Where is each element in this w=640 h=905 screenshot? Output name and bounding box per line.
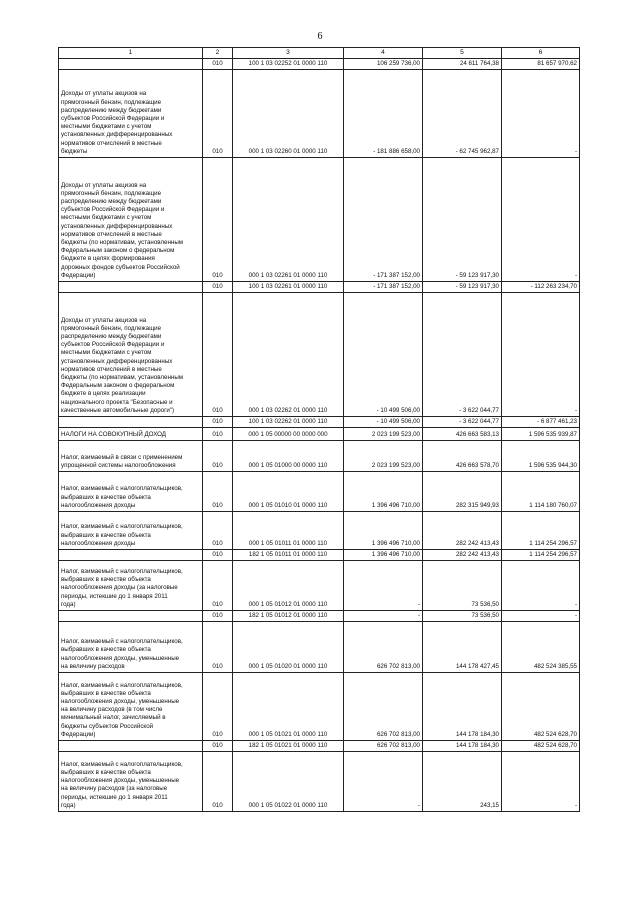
column-header: 2 (203, 48, 233, 59)
column-header: 3 (233, 48, 344, 59)
budget-classification-code: 000 1 05 01011 01 0000 110 (233, 512, 344, 550)
budget-classification-code: 000 1 05 01000 00 0000 110 (233, 441, 344, 472)
executed-amount: - 59 123 917,30 (423, 158, 502, 282)
unexecuted-amount: 1 114 180 760,07 (502, 472, 580, 512)
executed-amount: 24 611 764,38 (423, 59, 502, 70)
budget-classification-code: 000 1 05 01020 01 0000 110 (233, 622, 344, 673)
unexecuted-amount: - (502, 158, 580, 282)
unexecuted-amount: 482 524 385,55 (502, 622, 580, 673)
executed-amount: 426 663 583,13 (423, 428, 502, 441)
unexecuted-amount: - 112 263 234,70 (502, 282, 580, 293)
approved-amount: 1 396 496 710,00 (344, 512, 423, 550)
table-row (59, 752, 580, 812)
table-row (59, 611, 580, 622)
table-row (59, 673, 580, 741)
table-row (59, 561, 580, 611)
budget-classification-code: 100 1 03 02252 01 0000 110 (233, 59, 344, 70)
unexecuted-amount: 81 657 970,62 (502, 59, 580, 70)
unexecuted-amount: - 6 877 461,23 (502, 417, 580, 428)
approved-amount: - 10 499 506,00 (344, 293, 423, 417)
table-row (59, 472, 580, 512)
budget-classification-code: 000 1 05 01022 01 0000 110 (233, 752, 344, 812)
line-code: 010 (203, 441, 233, 472)
unexecuted-amount: 482 524 628,70 (502, 673, 580, 741)
approved-amount: - (344, 611, 423, 622)
table-row (59, 428, 580, 441)
unexecuted-amount: 1 114 254 296,57 (502, 550, 580, 561)
column-header: 5 (423, 48, 502, 59)
unexecuted-amount: - (502, 293, 580, 417)
table-row (59, 441, 580, 472)
line-code: 010 (203, 472, 233, 512)
approved-amount: 1 396 496 710,00 (344, 550, 423, 561)
executed-amount: 426 663 578,70 (423, 441, 502, 472)
approved-amount: - (344, 561, 423, 611)
unexecuted-amount: - (502, 611, 580, 622)
executed-amount: - 59 123 917,30 (423, 282, 502, 293)
budget-classification-code: 182 1 05 01021 01 0000 110 (233, 741, 344, 752)
row-description: Доходы от уплаты акцизов на прямогонный бензин, подлежащие распределению между бюджетами субъектов Российской Федерации и местными бюджетами с учетом установленных дифференцированных нормативов отчислений в местные бюджеты (59, 70, 203, 158)
executed-amount: 243,15 (423, 752, 502, 812)
budget-classification-code: 000 1 03 02260 01 0000 110 (233, 70, 344, 158)
row-description: Налог, взимаемый с налогоплательщиков, выбравших в качестве объекта налогообложения доходы (59, 512, 203, 550)
approved-amount: - 181 886 658,00 (344, 70, 423, 158)
unexecuted-amount: 1 114 254 296,57 (502, 512, 580, 550)
executed-amount: 282 242 413,43 (423, 512, 502, 550)
line-code: 010 (203, 59, 233, 70)
line-code: 010 (203, 752, 233, 812)
budget-classification-code: 100 1 03 02261 01 0000 110 (233, 282, 344, 293)
executed-amount: 73 536,50 (423, 561, 502, 611)
line-code: 010 (203, 741, 233, 752)
column-header: 4 (344, 48, 423, 59)
unexecuted-amount: - (502, 752, 580, 812)
line-code: 010 (203, 622, 233, 673)
row-description: Налог, взимаемый с налогоплательщиков, выбравших в качестве объекта налогообложения доходы, уменьшенные на величину расходов (в том числе минимальный налог, зачисляемый в бюджеты субъектов Российской Федерации) (59, 673, 203, 741)
line-code: 010 (203, 550, 233, 561)
line-code: 010 (203, 673, 233, 741)
table-row (59, 417, 580, 428)
table-row (59, 293, 580, 417)
row-description (59, 550, 203, 561)
line-code: 010 (203, 561, 233, 611)
executed-amount: 282 315 949,93 (423, 472, 502, 512)
budget-classification-code: 000 1 05 01012 01 0000 110 (233, 561, 344, 611)
unexecuted-amount: - (502, 561, 580, 611)
executed-amount: - 3 622 044,77 (423, 417, 502, 428)
line-code: 010 (203, 512, 233, 550)
page-number: 6 (317, 31, 323, 42)
budget-table (58, 47, 580, 812)
executed-amount: 282 242 413,43 (423, 550, 502, 561)
row-description: Доходы от уплаты акцизов на прямогонный бензин, подлежащие распределению между бюджетами субъектов Российской Федерации и местными бюджетами с учетом установленных дифференцированных нормативов отчислений в местные бюджеты (по нормативам, установленным Федеральным законом о федеральном бюджете в целях реализации национального проекта "Безопасные и качественные автомобильные дороги") (59, 293, 203, 417)
approved-amount: - 171 387 152,00 (344, 158, 423, 282)
table-row (59, 550, 580, 561)
executed-amount: 144 178 184,30 (423, 741, 502, 752)
row-description: Доходы от уплаты акцизов на прямогонный бензин, подлежащие распределению между бюджетами субъектов Российской Федерации и местными бюджетами с учетом установленных дифференцированных нормативов отчислений в местные бюджеты (по нормативам, установленным Федеральным законом о федеральном бюджете в целях формирования дорожных фондов субъектов Российской Федерации) (59, 158, 203, 282)
table-row (59, 59, 580, 70)
approved-amount: 106 259 736,00 (344, 59, 423, 70)
approved-amount: 626 702 813,00 (344, 622, 423, 673)
column-header: 1 (59, 48, 203, 59)
line-code: 010 (203, 293, 233, 417)
budget-classification-code: 100 1 03 02262 01 0000 110 (233, 417, 344, 428)
line-code: 010 (203, 611, 233, 622)
row-description (59, 611, 203, 622)
row-description (59, 741, 203, 752)
unexecuted-amount: 1 596 535 944,30 (502, 441, 580, 472)
row-description (59, 282, 203, 293)
row-description: Налог, взимаемый с налогоплательщиков, выбравших в качестве объекта налогообложения доходы, уменьшенные на величину расходов (за налоговые периоды, истекшие до 1 января 2011 года) (59, 752, 203, 812)
row-description (59, 417, 203, 428)
row-description: НАЛОГИ НА СОВОКУПНЫЙ ДОХОД (59, 428, 203, 441)
executed-amount: 144 178 184,30 (423, 673, 502, 741)
table-row (59, 282, 580, 293)
table-row (59, 741, 580, 752)
line-code: 010 (203, 282, 233, 293)
approved-amount: 626 702 813,00 (344, 673, 423, 741)
table-row (59, 70, 580, 158)
row-description (59, 59, 203, 70)
line-code: 010 (203, 70, 233, 158)
approved-amount: - 10 499 506,00 (344, 417, 423, 428)
budget-classification-code: 000 1 05 01010 01 0000 110 (233, 472, 344, 512)
unexecuted-amount: - (502, 70, 580, 158)
budget-classification-code: 182 1 05 01011 01 0000 110 (233, 550, 344, 561)
budget-classification-code: 000 1 05 00000 00 0000 000 (233, 428, 344, 441)
budget-classification-code: 000 1 05 01021 01 0000 110 (233, 673, 344, 741)
approved-amount: 2 023 199 523,00 (344, 428, 423, 441)
budget-classification-code: 182 1 05 01012 01 0000 110 (233, 611, 344, 622)
column-header-row (59, 48, 580, 59)
line-code: 010 (203, 428, 233, 441)
executed-amount: 144 178 427,45 (423, 622, 502, 673)
line-code: 010 (203, 158, 233, 282)
approved-amount: 626 702 813,00 (344, 741, 423, 752)
table-row (59, 158, 580, 282)
budget-classification-code: 000 1 03 02262 01 0000 110 (233, 293, 344, 417)
row-description: Налог, взимаемый с налогоплательщиков, выбравших в качестве объекта налогообложения доходы, уменьшенные на величину расходов (59, 622, 203, 673)
approved-amount: - 171 387 152,00 (344, 282, 423, 293)
row-description: Налог, взимаемый с налогоплательщиков, выбравших в качестве объекта налогообложения доходы (за налоговые периоды, истекшие до 1 января 2011 года) (59, 561, 203, 611)
table-row (59, 622, 580, 673)
executed-amount: 73 536,50 (423, 611, 502, 622)
executed-amount: - 3 622 044,77 (423, 293, 502, 417)
table-row (59, 512, 580, 550)
approved-amount: - (344, 752, 423, 812)
unexecuted-amount: 482 524 628,70 (502, 741, 580, 752)
approved-amount: 2 023 199 523,00 (344, 441, 423, 472)
unexecuted-amount: 1 596 535 939,87 (502, 428, 580, 441)
executed-amount: - 62 745 962,87 (423, 70, 502, 158)
column-header: 6 (502, 48, 580, 59)
approved-amount: 1 396 496 710,00 (344, 472, 423, 512)
line-code: 010 (203, 417, 233, 428)
row-description: Налог, взимаемый с налогоплательщиков, выбравших в качестве объекта налогообложения доходы (59, 472, 203, 512)
row-description: Налог, взимаемый в связи с применением упрощенной системы налогообложения (59, 441, 203, 472)
budget-classification-code: 000 1 03 02261 01 0000 110 (233, 158, 344, 282)
